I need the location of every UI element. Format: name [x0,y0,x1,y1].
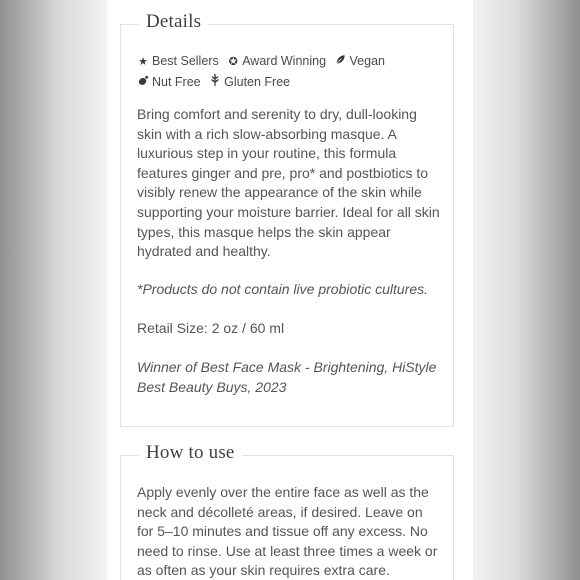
badge-nut-free: Nut Free [137,75,201,89]
wheat-icon [209,73,221,93]
how-to-use-panel [120,442,454,580]
leaf-icon [335,52,347,72]
award-note: Winner of Best Face Mask - Brightening, HiStyle Best Beauty Buys, 2023 [137,359,437,395]
probiotic-footnote: *Products do not contain live probiotic cultures. [137,281,429,297]
how-to-use-heading: How to use [139,442,242,464]
badge-award-winning: ✪ Award Winning [227,54,326,68]
nut-icon [137,73,149,93]
details-panel [120,11,454,427]
how-to-use-text: Apply evenly over the entire face as well as the neck and décolleté areas, if desired. Leave on for 5–10 minutes and tissue off any excess. No need to rinse. Use at least three times a week or as often as your skin requires extra care. [137,484,438,579]
retail-size: Retail Size: 2 oz / 60 ml [137,320,285,336]
badge-list [137,51,441,93]
product-description: Bring comfort and serenity to dry, dull-looking skin with a rich slow-absorbing masque. A luxurious step in your routine, this formula features ginger and pre, pro* and postbiotics to visibly renew the appearance of the skin while supporting your moisture barrier. Ideal for all skin types, this masque helps the skin appear hydrated and healthy. [137,106,440,260]
badge-vegan: Vegan [335,54,385,68]
badge-best-sellers: ★ Best Sellers [137,54,219,68]
star-icon: ★ [138,56,148,68]
product-info-page [107,0,473,580]
badge-gluten-free: Gluten Free [209,75,290,89]
award-icon: ✪ [228,56,238,68]
details-heading: Details [139,11,208,33]
